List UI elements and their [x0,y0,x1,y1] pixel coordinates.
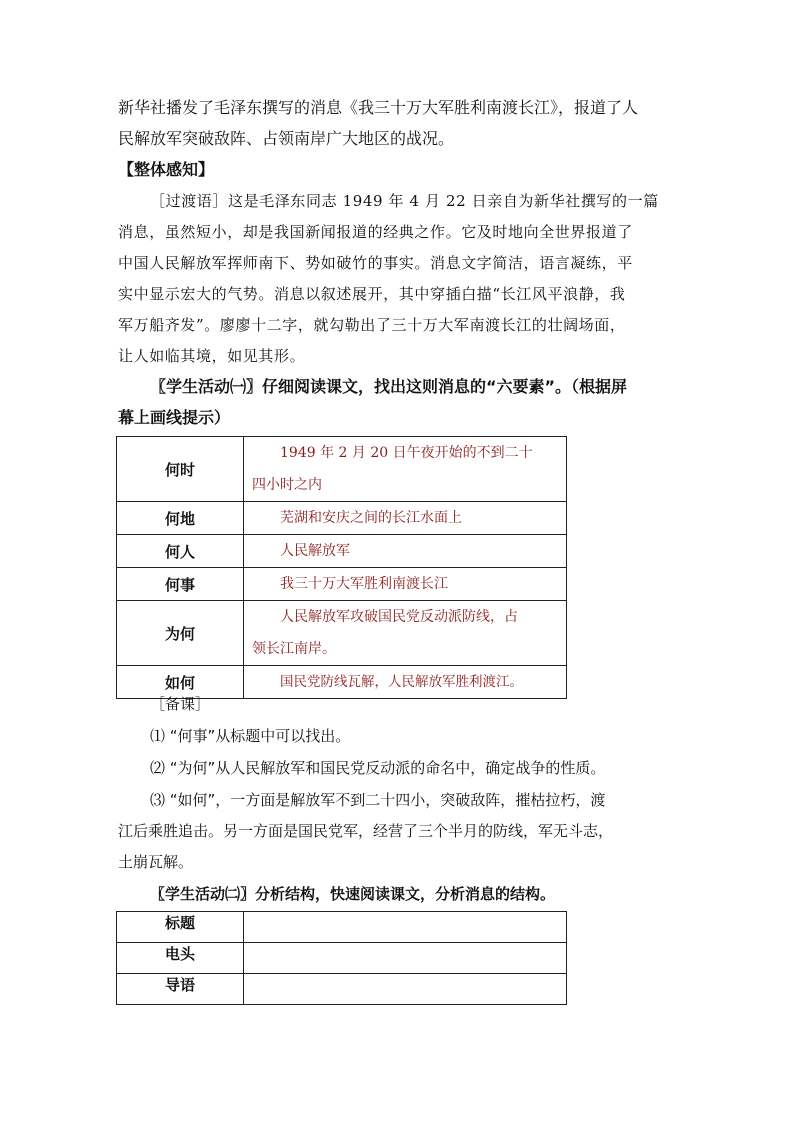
element-key: 何地 [117,502,244,535]
element-key: 如何 [117,666,244,699]
section-title: 【整体感知】 [118,160,215,179]
structure-key: 电头 [117,943,244,974]
table-row [117,502,567,535]
prep-note-3b: 江后乘胜追击。另一方面是国民党军，经营了三个半月的防线，军无斗志， [118,822,614,840]
table-row [117,437,567,502]
structure-value-cell [244,912,567,943]
structure-value-cell [244,943,567,974]
element-value: 人民解放军攻破国民党反动派防线，占 领长江南岸。 [244,601,567,666]
table-row [117,568,567,601]
transition-line-2: 消息，虽然短小，却是我国新闻报道的经典之作。它及时地向全世界报道了 [118,223,633,241]
activity1-line-1: 〖学生活动㈠〗仔细阅读课文，找出这则消息的“六要素”。（根据屏 [150,377,628,396]
intro-line-2: 民解放军突破敌阵、占领南岸广大地区的战况。 [118,129,455,148]
transition-line-1: ［过渡语］这是毛泽东同志 1949 年 4 月 22 日亲自为新华社撰写的一篇 [150,192,659,210]
prep-label: ［备课］ [150,695,211,713]
element-value: 人民解放军 [244,535,567,568]
intro-line-1: 新华社播发了毛泽东撰写的消息《我三十万大军胜利南渡长江》，报道了人 [118,98,639,117]
structure-key: 导语 [117,974,244,1005]
structure-table [116,911,567,1005]
prep-note-3c: 土崩瓦解。 [118,853,194,871]
element-key: 为何 [117,601,244,666]
table-row [117,912,567,943]
element-value: 国民党防线瓦解，人民解放军胜利渡江。 [244,666,567,699]
transition-line-4: 实中显示宏大的气势。消息以叙述展开，其中穿插白描“长江风平浪静，我 [118,285,626,303]
table-row [117,943,567,974]
table-row [117,535,567,568]
six-elements-table [116,436,567,699]
table-row [117,974,567,1005]
element-key: 何事 [117,568,244,601]
element-key: 何时 [117,437,244,502]
activity1-line-2: 幕上画线提示） [118,408,231,427]
element-value: 我三十万大军胜利南渡长江 [244,568,567,601]
element-key: 何人 [117,535,244,568]
transition-line-6: 让人如临其境，如见其形。 [118,347,306,365]
structure-value-cell [244,974,567,1005]
element-value: 1949 年 2 月 20 日午夜开始的不到二十 四小时之内 [244,437,567,502]
element-value: 芜湖和安庆之间的长江水面上 [244,502,567,535]
prep-note-2: ⑵ “为何”从人民解放军和国民党反动派的命名中，确定战争的性质。 [150,759,606,777]
transition-line-3: 中国人民解放军挥师南下、势如破竹的事实。消息文字简洁，语言凝练，平 [118,254,633,272]
activity2-line: 〖学生活动㈡〗分析结构，快速阅读课文，分析消息的结构。 [150,885,556,903]
prep-note-1: ⑴ “何事”从标题中可以找出。 [150,727,351,745]
structure-key: 标题 [117,912,244,943]
transition-line-5: 军万船齐发”。廖廖十二字，就勾勒出了三十万大军南渡长江的壮阔场面， [118,316,626,334]
table-row [117,601,567,666]
prep-note-3a: ⑶ “如何”，一方面是解放军不到二十四小，突破敌阵，摧枯拉朽，渡 [150,791,606,809]
